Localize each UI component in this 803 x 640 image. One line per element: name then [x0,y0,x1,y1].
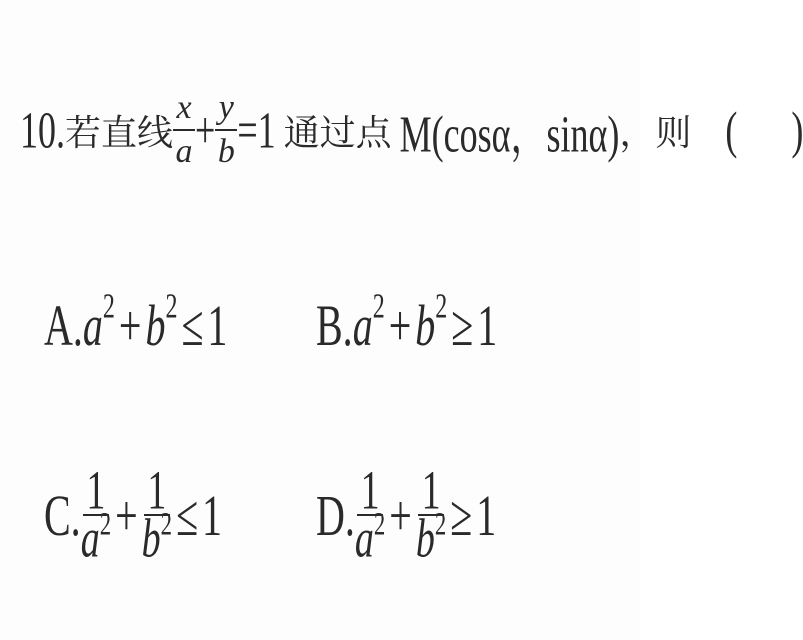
fraction-bar [173,129,195,131]
exponent: 2 [372,288,385,326]
question-intro: 若直线 [65,112,174,154]
fraction-denominator: a [80,508,100,570]
option-d[interactable] [316,430,496,600]
fraction-numerator: y [218,89,234,126]
rhs-value: 1 [202,482,223,548]
fraction-y-over-b [215,91,237,169]
fraction-numerator: 1 [360,460,380,522]
fraction-one-over-b-squared [141,460,173,570]
fraction-one-over-a-squared [80,460,112,570]
fraction-numerator: 1 [86,460,106,522]
exponent: 2 [373,505,386,542]
plus-sign: + [195,101,216,159]
option-label: B. [316,292,353,358]
fraction-x-over-a [173,91,195,169]
fraction-one-over-a-squared [354,460,386,570]
plus-sign: + [389,482,412,548]
passes-through-text: 通过点 [283,112,392,154]
relation-symbol: ≤ [181,292,204,358]
rhs-value: 1 [207,292,228,358]
fraction-numerator: 1 [421,460,441,522]
option-label: C. [44,482,81,548]
exponent: 2 [99,505,112,542]
fraction-one-over-b-squared [415,460,447,570]
then-text: ，则 [619,112,692,154]
rhs-value: 1 [477,292,498,358]
exponent: 2 [435,288,448,326]
question-number: 10. [20,101,65,159]
question-line [20,60,803,200]
rhs-value: 1 [476,482,497,548]
fraction-denominator: a [175,133,193,170]
equation-rhs: =1 [237,101,276,159]
exponent: 2 [434,505,447,542]
fraction-denominator: b [415,508,435,570]
exponent: 2 [102,288,115,326]
variable-a: a [82,292,103,358]
option-label: A. [44,292,83,358]
relation-symbol: ≥ [451,292,474,358]
plus-sign: + [115,482,138,548]
fraction-numerator: x [176,89,192,126]
answer-blank[interactable]: ( ) [725,101,803,159]
option-a[interactable] [44,280,227,370]
exponent: 2 [160,505,173,542]
option-label: D. [316,482,355,548]
fraction-denominator: b [141,508,161,570]
exponent: 2 [165,288,178,326]
relation-symbol: ≥ [450,482,473,548]
relation-symbol: ≤ [176,482,199,548]
variable-a: a [352,292,373,358]
variable-b: b [145,292,166,358]
point-m: M(cosα，sinα) [399,104,620,163]
fraction-bar [215,129,237,131]
variable-b: b [415,292,436,358]
fraction-denominator: a [354,508,374,570]
fraction-denominator: b [217,133,235,170]
plus-sign: + [388,292,412,358]
option-c[interactable] [44,430,222,600]
fraction-numerator: 1 [147,460,167,522]
plus-sign: + [118,292,142,358]
option-b[interactable] [316,280,497,370]
